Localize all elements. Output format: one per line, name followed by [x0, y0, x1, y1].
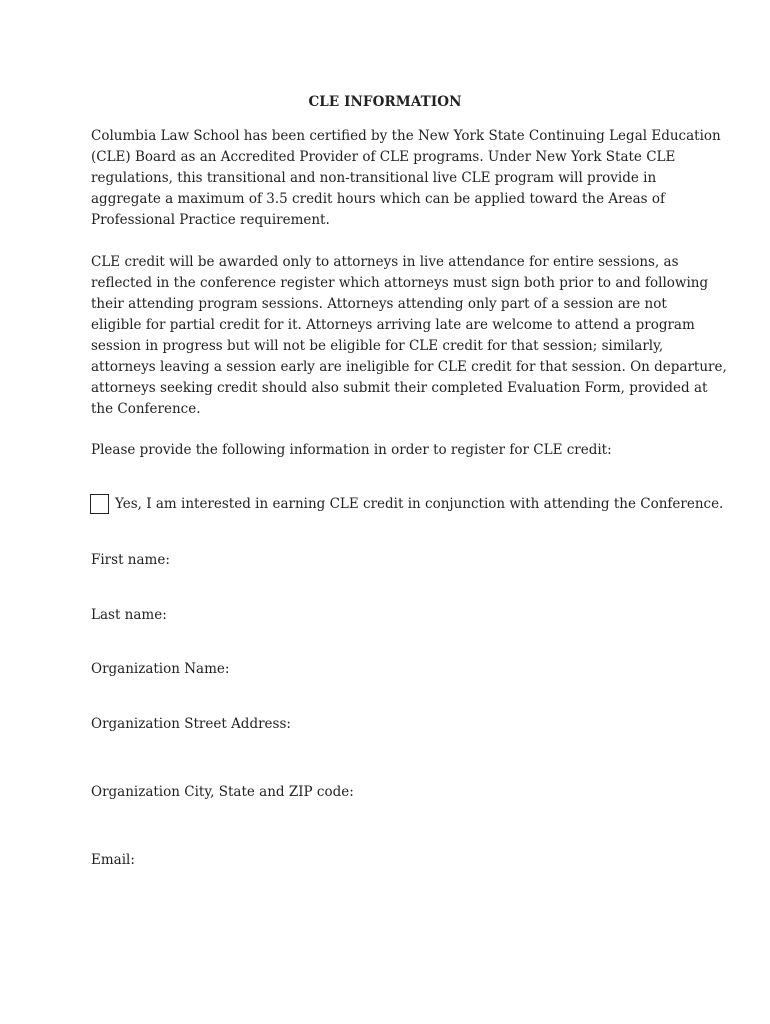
- first-name-label: First name:: [91, 552, 170, 568]
- attendance-paragraph: [91, 252, 727, 420]
- organization-city-label: Organization City, State and ZIP code:: [91, 784, 354, 800]
- paragraph-line: reflected in the conference register which attorneys must sign both prior to and following: [91, 275, 709, 291]
- paragraph-line: aggregate a maximum of 3.5 credit hours which can be applied toward the Areas of: [91, 191, 665, 207]
- organization-name-input[interactable]: [235, 659, 691, 679]
- paragraph-line: (CLE) Board as an Accredited Provider of CLE programs. Under New York State CLE: [91, 149, 676, 165]
- cle-interest-checkbox[interactable]: [90, 494, 109, 514]
- last-name-field: [91, 604, 691, 626]
- paragraph-line: CLE credit will be awarded only to attorneys in live attendance for entire sessions, as: [91, 254, 679, 270]
- email-field: [91, 849, 691, 871]
- first-name-input[interactable]: [176, 550, 691, 570]
- organization-street-input[interactable]: [297, 714, 691, 734]
- organization-name-label: Organization Name:: [91, 661, 230, 677]
- paragraph-line: Columbia Law School has been certified by the New York State Continuing Legal Education: [91, 128, 721, 144]
- paragraph-line: attorneys seeking credit should also submit their completed Evaluation Form, provided at: [91, 380, 708, 396]
- cle-interest-label: Yes, I am interested in earning CLE credit in conjunction with attending the Conference.: [115, 496, 724, 512]
- paragraph-line: the Conference.: [91, 401, 201, 417]
- email-input[interactable]: [141, 850, 691, 870]
- cle-interest-option[interactable]: [90, 492, 723, 516]
- paragraph-line: their attending program sessions. Attorneys attending only part of a session are not: [91, 296, 667, 312]
- first-name-field: [91, 549, 691, 571]
- paragraph-line: Professional Practice requirement.: [91, 212, 330, 228]
- paragraph-line: regulations, this transitional and non-transitional live CLE program will provide in: [91, 170, 657, 186]
- paragraph-line: attorneys leaving a session early are ineligible for CLE credit for that session. On departure,: [91, 359, 727, 375]
- last-name-input[interactable]: [173, 605, 691, 625]
- registration-instruction: [91, 440, 612, 461]
- email-label: Email:: [91, 852, 135, 868]
- certification-paragraph: [91, 126, 721, 231]
- organization-street-label: Organization Street Address:: [91, 716, 291, 732]
- paragraph-line: eligible for partial credit for it. Attorneys arriving late are welcome to attend a program: [91, 317, 695, 333]
- organization-name-field: [91, 658, 691, 680]
- organization-city-input[interactable]: [360, 782, 691, 802]
- organization-city-field: [91, 781, 691, 803]
- organization-street-field: [91, 713, 691, 735]
- last-name-label: Last name:: [91, 607, 167, 623]
- paragraph-line: session in progress but will not be eligible for CLE credit for that session; similarly,: [91, 338, 664, 354]
- instruction-text: Please provide the following information in order to register for CLE credit:: [91, 442, 612, 458]
- page-title: CLE INFORMATION: [308, 94, 462, 110]
